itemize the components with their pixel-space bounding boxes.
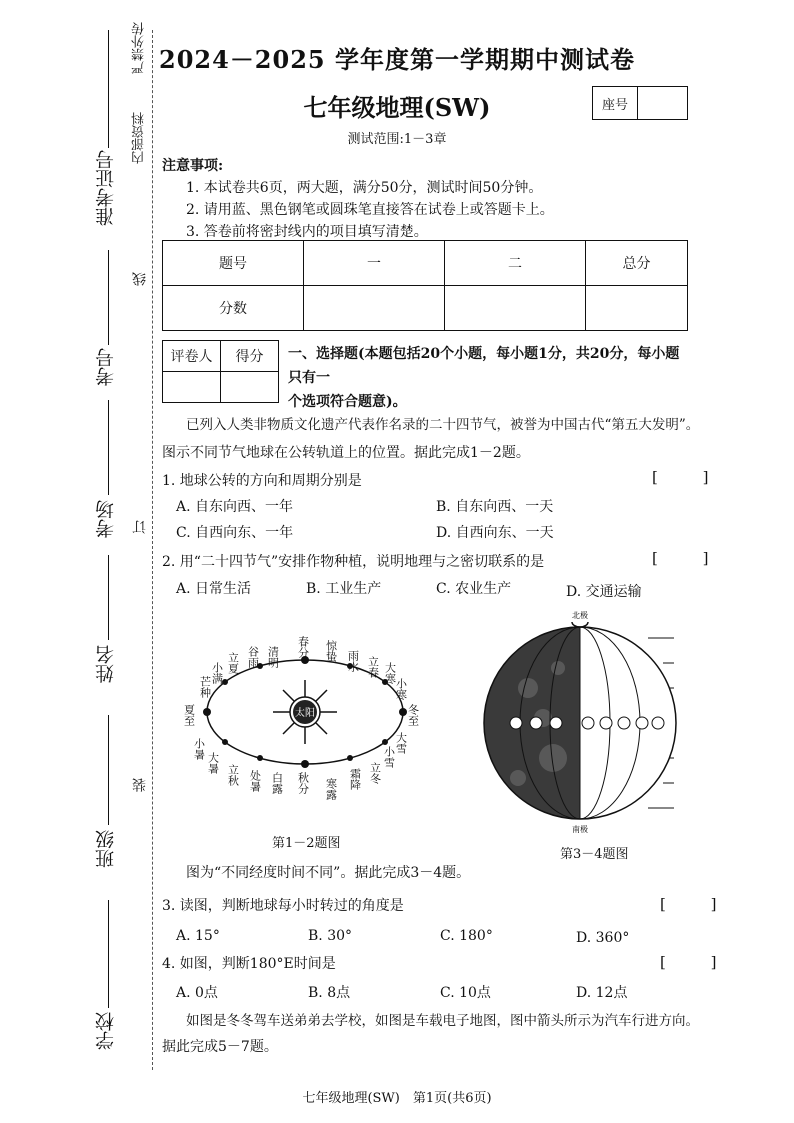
q1-option-a[interactable]: A. 自东向西、一年	[176, 499, 294, 515]
q2-option-d[interactable]: D. 交通运输	[566, 584, 642, 600]
term-lichun: 立春	[366, 656, 380, 678]
note-item: 3. 答卷前将密封线内的项目填写清楚。	[186, 224, 428, 240]
grader-cell[interactable]	[221, 372, 279, 403]
intro1-line2: 图示不同节气地球在公转轨道上的位置。据此完成1－2题。	[162, 445, 530, 461]
note-item: 2. 请用蓝、黑色钢笔或圆珠笔直接答在试卷上或答题卡上。	[186, 202, 554, 218]
notes	[162, 155, 554, 243]
term-xiaohan: 小寒	[394, 678, 408, 700]
score-header: 一	[304, 241, 445, 286]
note-item: 1. 本试卷共6页，两大题，满分50分，测试时间50分钟。	[186, 180, 543, 196]
exam-no-label: 考号	[95, 348, 117, 386]
exam-title: 2024－2025 学年度第一学期期中测试卷	[159, 45, 635, 74]
grader-label: 评卷人	[163, 341, 221, 372]
score-row-label: 分数	[163, 286, 304, 331]
figure2-caption: 第3－4题图	[560, 847, 629, 862]
seal-line	[152, 30, 153, 1070]
grader-score-label: 得分	[221, 341, 279, 372]
sun-icon	[273, 680, 337, 744]
q2-option-b[interactable]: B. 工业生产	[306, 581, 382, 597]
q1-answer-bracket[interactable]: [ ]	[652, 468, 729, 486]
q3-option-d[interactable]: D. 360°	[576, 930, 630, 946]
q4-option-d[interactable]: D. 12点	[576, 985, 628, 1001]
exam-subtitle: 七年级地理(SW)	[303, 93, 491, 122]
north-pole-label: 北极	[572, 611, 588, 620]
intro3-line2: 据此完成5－7题。	[162, 1039, 278, 1055]
term-jingzhe: 惊蛰	[324, 640, 338, 662]
term-daxue: 大雪	[394, 732, 408, 754]
seal-xian: 线	[132, 272, 148, 286]
globe-time-zones-diagram	[498, 608, 674, 838]
class-line	[108, 715, 109, 825]
term-xiaoxue: 小雪	[382, 746, 396, 768]
term-xiazhi: 夏至	[182, 704, 196, 726]
q3-answer-bracket[interactable]: [ ]	[660, 895, 737, 913]
q2-option-c[interactable]: C. 农业生产	[436, 581, 512, 597]
room-label: 考场	[95, 500, 117, 538]
q4-option-a[interactable]: A. 0点	[176, 985, 218, 1001]
section1-line1: 一、选择题(本题包括20个小题，每小题1分，共20分，每小题只有一	[288, 346, 680, 386]
score-cell[interactable]	[586, 286, 688, 331]
term-mangzhong: 芒种	[198, 676, 212, 698]
internal-note: 内部资料	[132, 112, 147, 164]
score-header: 总分	[586, 241, 688, 286]
sun-label: 太阳	[295, 708, 315, 719]
term-yushui: 雨水	[346, 650, 360, 672]
seat-label: 座号	[593, 87, 638, 119]
q4-stem: 4. 如图，判断180°E时间是	[162, 956, 336, 972]
q4-option-c[interactable]: C. 10点	[440, 985, 491, 1001]
seat-number-box	[592, 86, 688, 120]
name-line	[108, 555, 109, 640]
score-cell[interactable]	[304, 286, 445, 331]
term-lidong: 立冬	[368, 762, 382, 784]
term-xiaoshu: 小暑	[192, 738, 206, 760]
term-bailu: 白露	[270, 772, 284, 794]
term-hanlu: 寒露	[324, 778, 338, 800]
intro3	[162, 1010, 702, 1058]
name-label: 姓名	[95, 645, 117, 683]
exam-no-line	[108, 250, 109, 345]
score-table	[162, 240, 688, 331]
q1-option-d[interactable]: D. 自西向东、一天	[436, 525, 554, 541]
term-dahan: 大寒	[383, 662, 397, 684]
grader-cell[interactable]	[163, 372, 221, 403]
room-line	[108, 400, 109, 495]
exam-range: 测试范围:1－3章	[347, 132, 447, 147]
q2-option-a[interactable]: A. 日常生活	[176, 581, 252, 597]
figure1-caption: 第1－2题图	[272, 836, 341, 851]
q4-answer-bracket[interactable]: [ ]	[660, 953, 737, 971]
rotation-arrow-icon	[572, 622, 588, 627]
q3-stem: 3. 读图，判断地球每小时转过的角度是	[162, 898, 404, 914]
section1-line2: 个选项符合题意)。	[288, 394, 407, 410]
seal-zhuang: 装	[132, 778, 148, 792]
term-shuangjiang: 霜降	[348, 768, 362, 790]
seat-field[interactable]	[638, 87, 687, 119]
q4-option-b[interactable]: B. 8点	[308, 985, 351, 1001]
exam-id-label: 准考证号	[95, 150, 117, 226]
seal-ding: 订	[132, 520, 148, 534]
page-footer: 七年级地理(SW) 第1页(共6页)	[302, 1091, 492, 1106]
term-dashu: 大暑	[206, 752, 220, 774]
term-qingming: 清明	[266, 646, 280, 668]
south-pole-label: 南极	[572, 825, 588, 834]
q1-stem: 1. 地球公转的方向和周期分别是	[162, 473, 362, 489]
intro1-line1: 已列入人类非物质文化遗产代表作名录的二十四节气，被誉为中国古代“第五大发明”。	[186, 417, 700, 433]
q1-option-c[interactable]: C. 自西向东、一年	[176, 525, 294, 541]
school-label: 学校	[95, 1012, 117, 1050]
notes-heading: 注意事项:	[162, 158, 224, 174]
term-dongzhi: 冬至	[406, 704, 420, 726]
term-lixia: 立夏	[226, 652, 240, 674]
q2-answer-bracket[interactable]: [ ]	[652, 549, 729, 567]
score-header: 题号	[163, 241, 304, 286]
score-header: 二	[445, 241, 586, 286]
q2-stem: 2. 用“二十四节气”安排作物种植，说明地理与之密切联系的是	[162, 554, 545, 570]
q3-option-b[interactable]: B. 30°	[308, 928, 353, 944]
forbid-note: 严禁外传	[132, 22, 147, 74]
intro3-line1: 如图是冬冬驾车送弟弟去学校，如图是车载电子地图，图中箭头所示为汽车行进方向。	[186, 1013, 699, 1029]
score-cell[interactable]	[445, 286, 586, 331]
solar-terms-diagram	[182, 620, 425, 820]
term-chushu: 处暑	[248, 770, 262, 792]
q3-option-c[interactable]: C. 180°	[440, 928, 493, 944]
class-label: 班级	[95, 830, 117, 868]
term-qiufen: 秋分	[296, 772, 310, 794]
section1-heading	[288, 342, 688, 414]
intro1	[162, 414, 702, 464]
term-guyu: 谷雨	[246, 646, 260, 668]
term-liqiu: 立秋	[226, 764, 240, 786]
intro2: 图为“不同经度时间不同”。据此完成3－4题。	[186, 865, 471, 881]
q3-option-a[interactable]: A. 15°	[176, 928, 220, 944]
term-chunfen: 春分	[296, 636, 310, 658]
grader-table	[162, 340, 279, 403]
term-xiaoman: 小满	[210, 662, 224, 684]
q1-option-b[interactable]: B. 自东向西、一天	[436, 499, 554, 515]
school-line	[108, 900, 109, 1008]
time-markers	[510, 717, 664, 729]
